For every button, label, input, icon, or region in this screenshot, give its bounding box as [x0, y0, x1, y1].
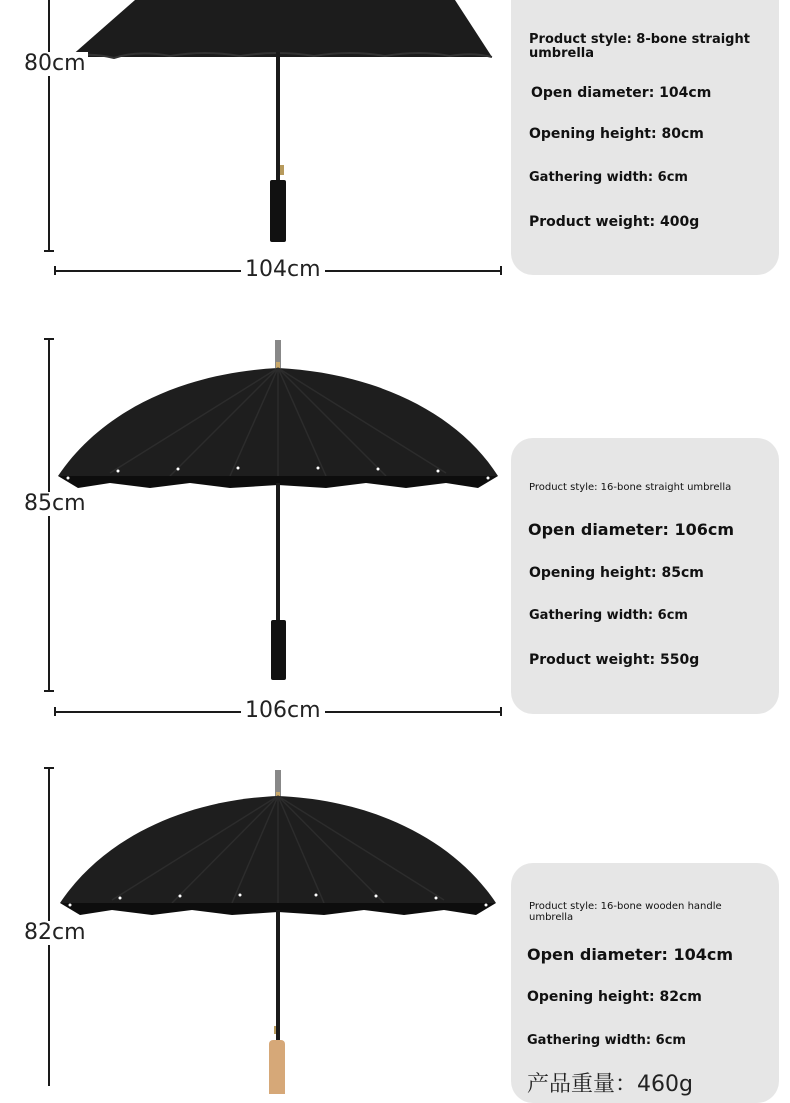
umbrella-image-1: [40, 0, 510, 250]
product-section-3: [0, 760, 790, 1097]
spec-opening-height: Opening height: 80cm: [529, 126, 704, 142]
spec-product-weight: 产品重量：460g: [527, 1072, 693, 1097]
width-label: 104cm: [241, 258, 325, 282]
spec-opening-height: Opening height: 82cm: [527, 989, 702, 1005]
spec-open-diameter: Open diameter: 104cm: [527, 945, 734, 964]
product-section-2: [0, 330, 790, 730]
spec-product-weight: Product weight: 550g: [529, 652, 700, 668]
spec-card-1: [511, 0, 779, 275]
spec-product-weight: Product weight: 400g: [529, 214, 700, 230]
height-label: 85cm: [24, 491, 86, 516]
spec-card-2: [511, 438, 779, 714]
spec-gathering-width: Gathering width: 6cm: [527, 1033, 686, 1048]
spec-open-diameter: Open diameter: 106cm: [528, 520, 735, 539]
spec-gathering-width: Gathering width: 6cm: [529, 608, 688, 623]
spec-product-style: Product style: 8-bone straight umbrella: [529, 32, 750, 61]
spec-card-3: [511, 863, 779, 1103]
spec-open-diameter: Open diameter: 104cm: [531, 85, 712, 101]
spec-opening-height: Opening height: 85cm: [529, 565, 704, 581]
height-label: 80cm: [24, 51, 86, 76]
spec-gathering-width: Gathering width: 6cm: [529, 170, 688, 185]
spec-product-style: Product style: 16-bone wooden handle umbrella: [529, 901, 722, 923]
umbrella-image-3: [40, 768, 510, 1094]
height-label: 82cm: [24, 920, 86, 945]
umbrella-image-2: [40, 338, 510, 698]
width-label: 106cm: [241, 699, 325, 723]
spec-product-style: Product style: 16-bone straight umbrella: [529, 482, 732, 493]
product-section-1: [0, 0, 790, 300]
